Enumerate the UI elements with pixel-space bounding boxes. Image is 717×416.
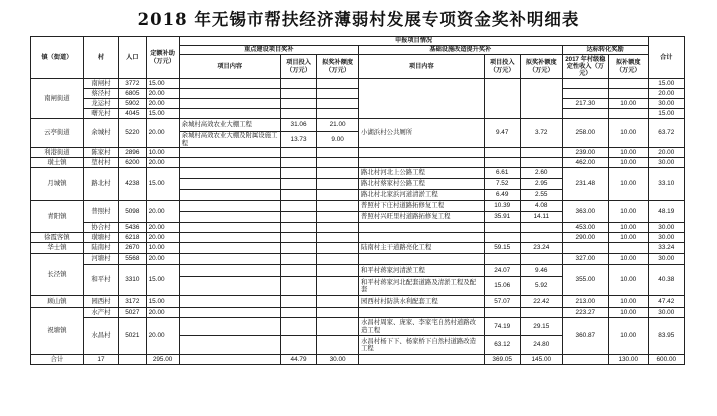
town-cell: 璜土镇 (31, 158, 84, 168)
town-cell: 利港街道 (31, 148, 84, 158)
header-project-invest: 项目投入（万元） (280, 55, 316, 79)
industry-subsidy-cell (317, 158, 359, 168)
industry-invest-cell (280, 158, 316, 168)
industry-invest-cell (280, 296, 316, 308)
footer-ind-item (179, 355, 280, 365)
infra-subsidy-cell: 9.46 (520, 265, 562, 277)
infra-invest-cell: 59.15 (484, 243, 520, 254)
total-cell: 30.00 (648, 254, 684, 265)
village-cell: 水昌村 (83, 318, 118, 355)
header-key-industry: 重点建设项目奖补 (179, 46, 358, 55)
industry-subsidy-cell (317, 243, 359, 254)
population-cell: 3172 (119, 296, 147, 308)
fixed-subsidy-cell: 15.00 (146, 296, 179, 308)
infra-invest-cell: 57.07 (484, 296, 520, 308)
award-cell (608, 243, 648, 254)
income-cell: 231.48 (562, 168, 608, 201)
industry-subsidy-cell (317, 79, 359, 89)
award-cell: 10.00 (608, 201, 648, 223)
fixed-subsidy-cell: 10.00 (146, 243, 179, 254)
award-cell: 10.00 (608, 296, 648, 308)
fixed-subsidy-cell: 10.00 (146, 148, 179, 158)
infra-item-cell: 园西村村防洪水利配套工程 (359, 296, 485, 308)
award-cell: 10.00 (608, 265, 648, 296)
header-transform: 达标转化奖励 (562, 46, 648, 55)
income-cell: 462.00 (562, 158, 608, 168)
table-row (31, 296, 685, 308)
infra-subsidy-cell: 23.24 (520, 243, 562, 254)
award-cell: 10.00 (608, 254, 648, 265)
industry-item-cell (179, 109, 280, 119)
village-cell: 河塘村 (83, 254, 118, 265)
town-cell: 顾山镇 (31, 296, 84, 308)
industry-item-cell (179, 89, 280, 99)
industry-subsidy-cell (317, 212, 359, 223)
total-cell: 33.24 (648, 243, 684, 254)
village-cell: 园西村 (83, 296, 118, 308)
total-cell: 63.72 (648, 119, 684, 148)
total-cell: 33.10 (648, 168, 684, 201)
infra-invest-cell: 24.07 (484, 265, 520, 277)
page-title: 2018 年无锡市帮扶经济薄弱村发展专项资金奖补明细表 (137, 10, 580, 29)
population-cell: 5021 (119, 318, 147, 355)
population-cell: 5902 (119, 99, 147, 109)
industry-invest-cell (280, 254, 316, 265)
industry-item-cell (179, 201, 280, 212)
industry-subsidy-cell (317, 179, 359, 190)
population-cell: 4045 (119, 109, 147, 119)
industry-item-cell (179, 243, 280, 254)
award-cell: 10.00 (608, 318, 648, 355)
income-cell: 239.00 (562, 148, 608, 158)
industry-subsidy-cell (317, 336, 359, 355)
header-fixed-subsidy: 定额补助（万元） (146, 37, 179, 79)
header-award: 拟补额度（万元） (608, 55, 648, 79)
town-cell: 青阳镇 (31, 201, 84, 233)
award-cell: 10.00 (608, 99, 648, 109)
infra-subsidy-cell (520, 308, 562, 318)
table-row (31, 243, 685, 254)
village-cell: 蔡泾村 (83, 89, 118, 99)
income-cell: 355.00 (562, 265, 608, 296)
infra-invest-cell: 35.91 (484, 212, 520, 223)
town-cell: 徐霞客镇 (31, 233, 84, 243)
income-cell: 453.00 (562, 223, 608, 233)
infra-subsidy-cell: 5.92 (520, 277, 562, 296)
population-cell: 5436 (119, 223, 147, 233)
infra-invest-cell (484, 308, 520, 318)
income-cell: 258.00 (562, 119, 608, 148)
header-infra-invest: 项目投入（万元） (484, 55, 520, 79)
town-cell: 月城镇 (31, 168, 84, 201)
fixed-subsidy-cell: 20.00 (146, 99, 179, 109)
table-row (31, 223, 685, 233)
infra-item-cell: 陆南村主干道路亮化工程 (359, 243, 485, 254)
infra-item-cell (359, 254, 485, 265)
village-cell: 曙光村 (83, 109, 118, 119)
industry-invest-cell (280, 201, 316, 212)
population-cell: 5220 (119, 119, 147, 148)
award-cell (608, 79, 648, 89)
infra-item-cell (359, 79, 485, 119)
fixed-subsidy-cell: 20.00 (146, 89, 179, 99)
industry-item-cell (179, 79, 280, 89)
table-row (31, 158, 685, 168)
fixed-subsidy-cell: 20.00 (146, 119, 179, 148)
infra-invest-cell: 9.47 (484, 119, 520, 148)
industry-item-cell (179, 318, 280, 336)
table-row (31, 318, 685, 336)
fixed-subsidy-cell: 15.00 (146, 79, 179, 89)
total-cell: 15.00 (648, 79, 684, 89)
industry-invest-cell (280, 308, 316, 318)
village-cell: 龙运村 (83, 99, 118, 109)
village-cell: 南闸村 (83, 79, 118, 89)
industry-item-cell (179, 277, 280, 296)
award-cell: 10.00 (608, 158, 648, 168)
total-cell: 30.00 (648, 158, 684, 168)
table-row (31, 308, 685, 318)
infra-item-cell: 普照村下庄村道路拓修复工程 (359, 201, 485, 212)
town-cell: 南闸街道 (31, 79, 84, 119)
industry-invest-cell (280, 336, 316, 355)
total-cell: 48.19 (648, 201, 684, 223)
table-row (31, 79, 685, 89)
infra-invest-cell (484, 79, 520, 119)
industry-item-cell (179, 223, 280, 233)
header-village: 村 (83, 37, 118, 79)
total-cell: 47.42 (648, 296, 684, 308)
infra-subsidy-cell: 2.60 (520, 168, 562, 179)
population-cell: 5098 (119, 201, 147, 223)
industry-invest-cell (280, 223, 316, 233)
table-row (31, 265, 685, 277)
income-cell (562, 89, 608, 99)
income-cell: 363.00 (562, 201, 608, 223)
fixed-subsidy-cell: 20.00 (146, 158, 179, 168)
industry-invest-cell (280, 89, 316, 99)
industry-invest-cell (280, 148, 316, 158)
infra-item-cell (359, 148, 485, 158)
header-declared-projects: 申报项目情况 (179, 37, 648, 46)
industry-invest-cell (280, 265, 316, 277)
industry-item-cell (179, 190, 280, 201)
industry-item-cell (179, 296, 280, 308)
award-cell (608, 109, 648, 119)
population-cell: 6200 (119, 158, 147, 168)
village-cell: 堃村村 (83, 158, 118, 168)
total-cell: 30.00 (648, 99, 684, 109)
fixed-subsidy-cell: 20.00 (146, 233, 179, 243)
infra-item-cell: 普照村兴旺里村道路拓修复工程 (359, 212, 485, 223)
population-cell: 2670 (119, 243, 147, 254)
industry-invest-cell: 13.73 (280, 132, 316, 148)
population-cell: 2896 (119, 148, 147, 158)
industry-subsidy-cell (317, 89, 359, 99)
population-cell: 6805 (119, 89, 147, 99)
header-infrastructure: 基础设施改造提升奖补 (359, 46, 563, 55)
infra-subsidy-cell (520, 158, 562, 168)
industry-subsidy-cell (317, 201, 359, 212)
income-cell: 217.30 (562, 99, 608, 109)
industry-invest-cell (280, 79, 316, 89)
infra-subsidy-cell (520, 233, 562, 243)
infra-subsidy-cell: 29.15 (520, 318, 562, 336)
infra-item-cell: 小湖浜村公共厕所 (359, 119, 485, 148)
infra-invest-cell: 6.61 (484, 168, 520, 179)
industry-subsidy-cell (317, 99, 359, 109)
header-infra-content: 项目内容 (359, 55, 485, 79)
fixed-subsidy-cell: 20.00 (146, 201, 179, 223)
income-cell: 290.00 (562, 233, 608, 243)
infra-subsidy-cell: 22.42 (520, 296, 562, 308)
total-cell: 15.00 (648, 109, 684, 119)
population-cell: 3310 (119, 265, 147, 296)
infra-invest-cell (484, 233, 520, 243)
fixed-subsidy-cell: 15.00 (146, 168, 179, 201)
industry-invest-cell (280, 277, 316, 296)
income-cell: 360.87 (562, 318, 608, 355)
infra-invest-cell: 74.19 (484, 318, 520, 336)
infra-item-cell: 水昌村周家、庞家、李家宅自然村道路改造工程 (359, 318, 485, 336)
infra-item-cell (359, 223, 485, 233)
infra-item-cell: 路北村蔡家村公路工程 (359, 179, 485, 190)
fixed-subsidy-cell: 15.00 (146, 109, 179, 119)
fixed-subsidy-cell: 20.00 (146, 308, 179, 318)
industry-subsidy-cell: 9.00 (317, 132, 359, 148)
footer-infra-invest: 369.05 (484, 355, 520, 365)
industry-subsidy-cell (317, 265, 359, 277)
table-row (31, 201, 685, 212)
population-cell: 5568 (119, 254, 147, 265)
industry-subsidy-cell (317, 254, 359, 265)
industry-invest-cell (280, 318, 316, 336)
industry-item-cell (179, 158, 280, 168)
industry-subsidy-cell: 21.00 (317, 119, 359, 132)
table-row (31, 99, 685, 109)
income-cell: 327.00 (562, 254, 608, 265)
table-row (31, 168, 685, 179)
award-cell: 10.00 (608, 233, 648, 243)
total-cell: 30.00 (648, 223, 684, 233)
town-cell: 祝塘镇 (31, 308, 84, 355)
subsidy-table (30, 36, 685, 365)
industry-invest-cell (280, 243, 316, 254)
fixed-subsidy-cell: 20.00 (146, 318, 179, 355)
infra-subsidy-cell: 2.55 (520, 190, 562, 201)
population-cell: 5027 (119, 308, 147, 318)
village-cell: 路北村 (83, 168, 118, 201)
infra-item-cell (359, 158, 485, 168)
industry-invest-cell (280, 190, 316, 201)
header-infra-subsidy: 拟奖补额度（万元） (520, 55, 562, 79)
header-planned-subsidy: 拟奖补额度（万元） (317, 55, 359, 79)
industry-subsidy-cell (317, 168, 359, 179)
header-total: 合计 (648, 37, 684, 79)
total-cell: 83.95 (648, 318, 684, 355)
population-cell: 6218 (119, 233, 147, 243)
infra-subsidy-cell: 2.95 (520, 179, 562, 190)
fixed-subsidy-cell: 20.00 (146, 254, 179, 265)
industry-subsidy-cell (317, 277, 359, 296)
infra-subsidy-cell: 24.80 (520, 336, 562, 355)
industry-subsidy-cell (317, 308, 359, 318)
infra-item-cell: 路北村北家浜河道清淤工程 (359, 190, 485, 201)
award-cell (608, 89, 648, 99)
industry-item-cell: 余城村高效农业大棚及附属设施工程 (179, 132, 280, 148)
industry-subsidy-cell (317, 190, 359, 201)
industry-subsidy-cell (317, 318, 359, 336)
industry-subsidy-cell (317, 233, 359, 243)
award-cell: 10.00 (608, 223, 648, 233)
footer-infra-subsidy: 145.00 (520, 355, 562, 365)
footer-ind-invest: 44.79 (280, 355, 316, 365)
village-cell: 璜塘村 (83, 233, 118, 243)
fixed-subsidy-cell: 15.00 (146, 265, 179, 296)
town-cell: 华士镇 (31, 243, 84, 254)
table-row (31, 89, 685, 99)
award-cell: 10.00 (608, 308, 648, 318)
industry-item-cell (179, 148, 280, 158)
award-cell: 10.00 (608, 119, 648, 148)
footer-ind-subsidy: 30.00 (317, 355, 359, 365)
infra-item-cell: 路北村河北上公路工程 (359, 168, 485, 179)
industry-item-cell (179, 99, 280, 109)
footer-row (31, 355, 685, 365)
industry-item-cell (179, 212, 280, 223)
village-cell: 水产村 (83, 308, 118, 318)
infra-invest-cell: 10.39 (484, 201, 520, 212)
village-cell: 陆南村 (83, 243, 118, 254)
town-cell: 长泾镇 (31, 254, 84, 296)
industry-item-cell (179, 308, 280, 318)
industry-invest-cell (280, 179, 316, 190)
infra-subsidy-cell: 14.11 (520, 212, 562, 223)
award-cell: 10.00 (608, 168, 648, 201)
table-row (31, 109, 685, 119)
industry-invest-cell (280, 212, 316, 223)
industry-item-cell: 余城村高效农业大棚工程 (179, 119, 280, 132)
footer-infra-item (359, 355, 485, 365)
industry-item-cell (179, 254, 280, 265)
table-row (31, 148, 685, 158)
industry-subsidy-cell (317, 148, 359, 158)
industry-invest-cell: 31.06 (280, 119, 316, 132)
infra-invest-cell: 63.12 (484, 336, 520, 355)
footer-count: 17 (83, 355, 118, 365)
population-cell: 4238 (119, 168, 147, 201)
table-row (31, 233, 685, 243)
header-project-content: 项目内容 (179, 55, 280, 79)
industry-subsidy-cell (317, 296, 359, 308)
infra-subsidy-cell (520, 148, 562, 158)
village-cell: 和平村 (83, 265, 118, 296)
infra-subsidy-cell (520, 254, 562, 265)
income-cell (562, 109, 608, 119)
industry-subsidy-cell (317, 109, 359, 119)
infra-subsidy-cell: 4.08 (520, 201, 562, 212)
infra-subsidy-cell (520, 79, 562, 119)
industry-item-cell (179, 179, 280, 190)
total-cell: 30.00 (648, 233, 684, 243)
footer-fixed: 295.00 (146, 355, 179, 365)
table-row (31, 254, 685, 265)
income-cell (562, 243, 608, 254)
total-cell: 20.00 (648, 148, 684, 158)
industry-invest-cell (280, 233, 316, 243)
industry-invest-cell (280, 99, 316, 109)
industry-subsidy-cell (317, 223, 359, 233)
header-income-2017: 2017 年村级稳定性收入（万元） (562, 55, 608, 79)
population-cell: 3772 (119, 79, 147, 89)
infra-invest-cell: 15.06 (484, 277, 520, 296)
infra-item-cell: 水昌村杨下下、杨家桥下自然村道路改造工程 (359, 336, 485, 355)
industry-item-cell (179, 336, 280, 355)
industry-item-cell (179, 233, 280, 243)
award-cell: 10.00 (608, 148, 648, 158)
header-town: 镇（街道） (31, 37, 84, 79)
header-population: 人口 (119, 37, 147, 79)
footer-total: 600.00 (648, 355, 684, 365)
infra-item-cell (359, 233, 485, 243)
footer-label: 合计 (31, 355, 84, 365)
income-cell: 223.27 (562, 308, 608, 318)
footer-award: 130.00 (608, 355, 648, 365)
table-row (31, 119, 685, 132)
industry-item-cell (179, 265, 280, 277)
industry-invest-cell (280, 109, 316, 119)
infra-invest-cell (484, 148, 520, 158)
infra-invest-cell: 6.49 (484, 190, 520, 201)
village-cell: 余城村 (83, 119, 118, 148)
infra-invest-cell (484, 254, 520, 265)
infra-invest-cell (484, 223, 520, 233)
infra-invest-cell: 7.52 (484, 179, 520, 190)
footer-pop (119, 355, 147, 365)
total-cell: 40.38 (648, 265, 684, 296)
infra-item-cell (359, 308, 485, 318)
infra-item-cell: 和平村蒋家河清淤工程 (359, 265, 485, 277)
total-cell: 30.00 (648, 308, 684, 318)
town-cell: 云亭街道 (31, 119, 84, 148)
industry-item-cell (179, 168, 280, 179)
village-cell: 普照村 (83, 201, 118, 223)
infra-subsidy-cell: 3.72 (520, 119, 562, 148)
infra-item-cell: 和平村蒋家河北配套道路及清淤工程及配套 (359, 277, 485, 296)
industry-invest-cell (280, 168, 316, 179)
infra-invest-cell (484, 158, 520, 168)
village-cell: 陈家村 (83, 148, 118, 158)
total-cell: 20.00 (648, 89, 684, 99)
income-cell: 213.00 (562, 296, 608, 308)
infra-subsidy-cell (520, 223, 562, 233)
footer-income (562, 355, 608, 365)
village-cell: 协合村 (83, 223, 118, 233)
income-cell (562, 79, 608, 89)
fixed-subsidy-cell: 20.00 (146, 223, 179, 233)
